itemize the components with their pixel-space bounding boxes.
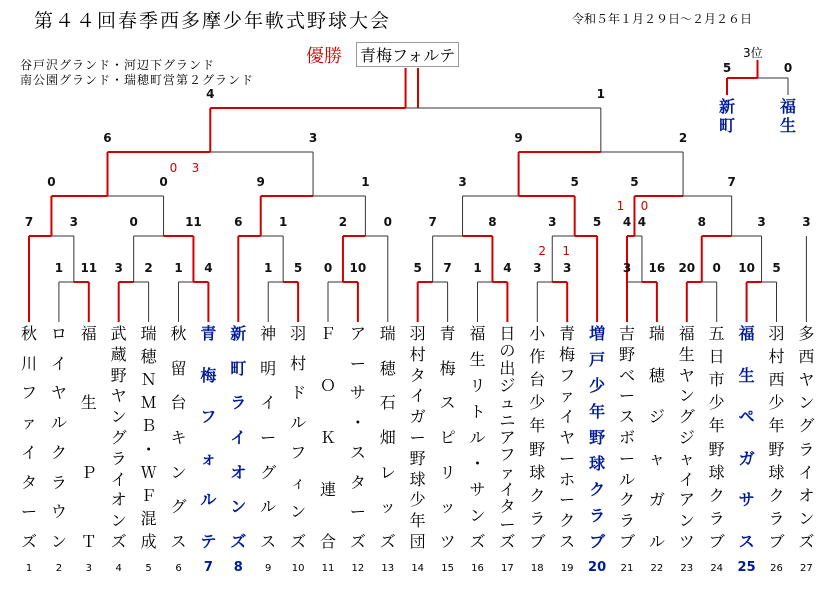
pk-score: 1	[616, 199, 625, 213]
match-score: 5	[570, 175, 579, 189]
match-score: 0	[383, 215, 392, 229]
match-score: 8	[488, 215, 497, 229]
team-seed: 1	[25, 563, 33, 574]
team-seed: 26	[770, 563, 783, 574]
team-seed: 21	[620, 563, 634, 574]
match-score: 11	[185, 215, 202, 229]
champion-team: 青梅フォルテ	[356, 42, 459, 67]
team-name: Ｆ Ｏ Ｋ 連 合	[319, 324, 336, 551]
match-score: 3	[802, 215, 811, 229]
team-name: 日 の 出 ジ ュ ニ ア フ ァ イ タ ー ズ	[499, 324, 516, 551]
match-score: 0	[129, 215, 138, 229]
third-place-team-right: 福 生	[779, 97, 796, 135]
team-seed: 23	[680, 563, 694, 574]
team-seed: 7	[203, 560, 213, 575]
team-seed: 22	[650, 563, 664, 574]
match-score: 3	[563, 261, 572, 275]
match-score: 20	[678, 261, 696, 275]
team-seed: 3	[85, 563, 92, 574]
match-score: 5	[630, 175, 639, 189]
team-name: 瑞 穂 ジ ャ ガ ル	[648, 324, 665, 551]
match-score: 9	[256, 175, 265, 189]
team-seed: 15	[441, 563, 454, 574]
champion-label: 優勝	[306, 46, 342, 67]
team-name: ア ー サ ・ ス タ ー ズ	[349, 324, 366, 551]
match-score: 7	[443, 261, 452, 275]
team-name: 福 生 ペ ガ サ ス	[738, 324, 755, 551]
third-place-label: 3位	[743, 46, 763, 60]
match-score: 1	[54, 261, 64, 275]
team-seed: 13	[381, 563, 395, 574]
team-name: 神 明 イ ー グ ル ス	[260, 324, 277, 551]
team-seed: 16	[471, 563, 484, 574]
match-score: 0	[159, 175, 168, 189]
team-seed: 18	[530, 563, 544, 574]
match-score: 4	[206, 87, 215, 101]
match-score: 11	[80, 261, 98, 275]
pk-score: 2	[538, 244, 547, 258]
team-seed: 25	[737, 560, 756, 575]
match-score: 1	[596, 87, 606, 101]
team-seed: 14	[411, 563, 425, 574]
match-score: 6	[103, 131, 112, 145]
team-seed: 4	[115, 563, 122, 574]
match-score: 4	[622, 215, 632, 229]
team-name: 五 日 市 少 年 野 球 ク ラ ブ	[708, 324, 725, 551]
team-name: 吉 野 ベ ー ス ボ ー ル ク ラ ブ	[618, 324, 635, 551]
match-score: 7	[727, 175, 736, 189]
pk-score: 3	[191, 161, 200, 175]
match-score: 6	[234, 215, 243, 229]
team-seed: 12	[351, 563, 365, 574]
team-name: 小 作 台 少 年 野 球 ク ラ ブ	[529, 324, 546, 551]
team-name: 福 生 リ ト ル ・ サ ン ズ	[469, 324, 486, 551]
match-score: 4	[503, 261, 512, 275]
match-score: 9	[514, 131, 523, 145]
pk-score: 0	[640, 199, 649, 213]
team-name: 羽 村 タ イ ガ ー 野 球 少 年 団	[409, 324, 426, 551]
match-score: 5	[413, 261, 422, 275]
team-seed: 2	[55, 563, 63, 574]
match-score: 5	[592, 215, 602, 229]
match-score: 4	[204, 261, 213, 275]
team-name: 福 生 ヤ ン グ ジ ャ イ ア ン ツ	[678, 324, 695, 551]
team-name: 武 蔵 野 ヤ ン グ ラ イ オ ン ズ	[110, 324, 127, 551]
match-score: 3	[114, 261, 123, 275]
team-seed: 27	[800, 563, 813, 574]
team-name: 青 梅 フ ォ ル テ	[200, 324, 217, 551]
match-score: 2	[144, 261, 153, 275]
match-score: 3	[757, 215, 766, 229]
team-seed: 17	[501, 563, 514, 574]
team-seed: 8	[233, 560, 243, 575]
team-seed: 24	[710, 563, 724, 574]
match-score: 4	[637, 215, 647, 229]
match-score: 5	[722, 61, 732, 75]
match-score: 7	[428, 215, 437, 229]
third-place-team-left: 新 町	[718, 97, 735, 135]
team-name: 青 梅 ス ピ リ ッ ツ	[439, 324, 456, 551]
pk-score: 1	[562, 244, 571, 258]
match-score: 5	[772, 261, 781, 275]
team-seed: 19	[560, 563, 574, 574]
match-score: 7	[24, 215, 34, 229]
team-name: 青 梅 フ ァ イ ヤ ー ホ ー ク ス	[559, 324, 576, 551]
match-score: 3	[308, 131, 318, 145]
match-score: 1	[473, 261, 482, 275]
match-score: 0	[47, 175, 56, 189]
team-seed: 20	[588, 560, 607, 575]
venue-line-2: 南公園グランド・瑞穂町営第２グランド	[20, 73, 255, 87]
team-seed: 10	[291, 563, 305, 574]
team-name: ロ イ ヤ ル ク ラ ウ ン	[50, 324, 67, 551]
match-score: 1	[361, 175, 370, 189]
match-score: 0	[783, 61, 793, 75]
match-score: 1	[278, 215, 288, 229]
match-score: 10	[349, 261, 367, 275]
match-score: 3	[548, 215, 557, 229]
team-name: 新 町 ラ イ オ ン ズ	[230, 324, 247, 551]
team-name: 羽 村 西 少 年 野 球 ク ラ ブ	[768, 324, 785, 551]
match-score: 3	[622, 261, 632, 275]
team-name: 秋 留 台 キ ン グ ス	[170, 324, 187, 551]
team-name: 秋 川 フ ァ イ タ ー ズ	[20, 324, 37, 551]
match-score: 2	[338, 215, 348, 229]
team-seed: 6	[175, 563, 182, 574]
team-name: 瑞 穂 石 畑 レ ッ ズ	[379, 324, 396, 551]
match-score: 1	[174, 261, 183, 275]
match-score: 2	[678, 131, 688, 145]
team-name: 福 生 Ｐ Ｔ	[80, 324, 97, 551]
team-seed: 5	[145, 563, 152, 574]
match-score: 10	[738, 261, 755, 275]
match-score: 0	[712, 261, 721, 275]
venue-line-1: 谷戸沢グランド・河辺下グランド	[20, 58, 216, 72]
team-seed: 11	[321, 563, 335, 574]
team-name: 増 戸 少 年 野 球 ク ラ ブ	[589, 324, 606, 551]
team-name: 羽 村 ド ル フ ィ ン ズ	[290, 324, 307, 551]
match-score: 3	[458, 175, 467, 189]
match-score: 16	[648, 261, 666, 275]
team-name: 多 西 ヤ ン グ ラ イ オ ン ズ	[798, 324, 815, 551]
page-title: 第４４回春季西多摩少年軟式野球大会	[34, 10, 392, 32]
match-score: 3	[533, 261, 542, 275]
tournament-dates: 令和５年１月２９日～２月２６日	[572, 12, 753, 26]
match-score: 0	[323, 261, 333, 275]
match-score: 1	[264, 261, 273, 275]
match-score: 3	[69, 215, 79, 229]
team-name: 瑞 穂 Ｎ Ｍ Ｂ ・ Ｗ Ｆ 混 成	[140, 324, 157, 551]
team-seed: 9	[265, 563, 272, 574]
pk-score: 0	[169, 161, 178, 175]
match-score: 8	[697, 215, 706, 229]
match-score: 5	[293, 261, 303, 275]
